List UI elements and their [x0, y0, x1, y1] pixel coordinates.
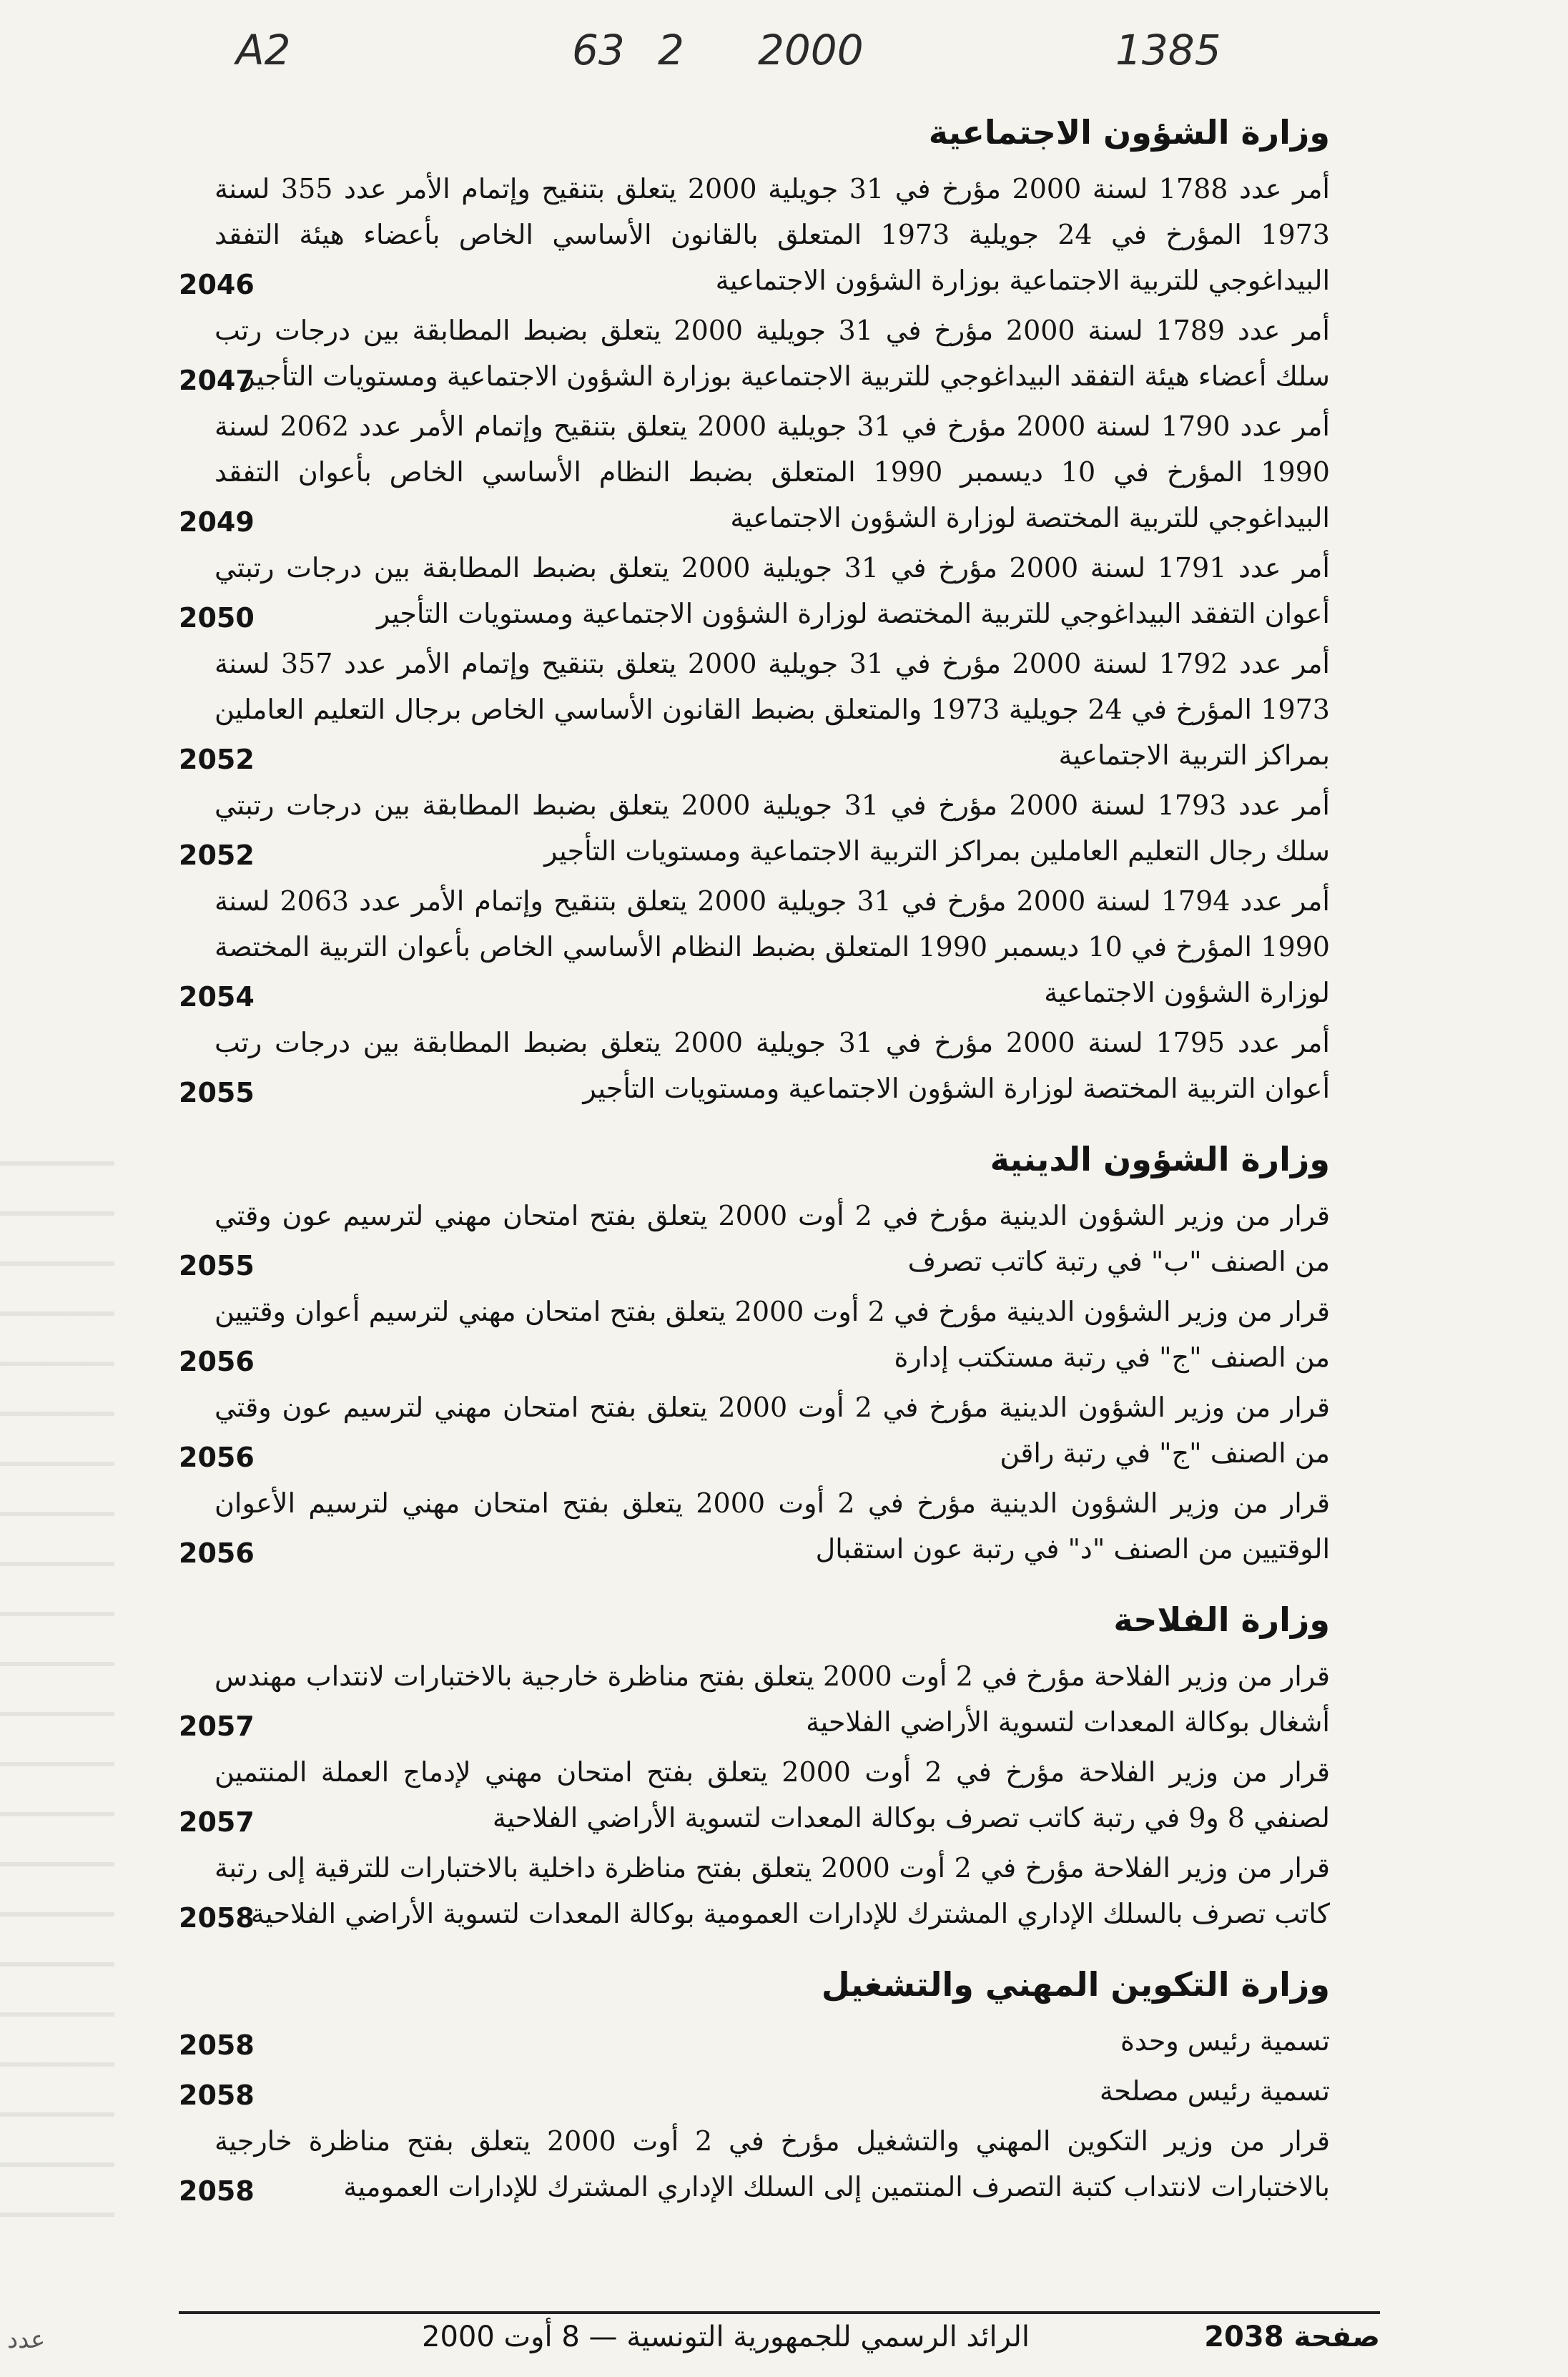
toc-entry-page: 2057: [179, 1711, 255, 1742]
footer-rule: [179, 2311, 1380, 2314]
toc-entry: [179, 878, 1330, 1015]
toc-entry-text: قرار من وزير التكوين المهني والتشغيل مؤرخ في 2 أوت 2000 يتعلق بفتح مناظرة خارجية بالاختبارات لانتداب كتبة التصرف المنتمين إلى السلك الإداري المشترك للإدارات العمومية: [215, 2125, 1330, 2203]
toc-entry: [179, 1749, 1330, 1841]
page-footer: [179, 2321, 1380, 2363]
toc-entry-text: أمر عدد 1791 لسنة 2000 مؤرخ في 31 جويلية 2000 يتعلق بضبط المطابقة بين درجات رتبتي أعوان التفقد البيداغوجي للتربية المختصة لوزارة الشؤون الاجتماعية ومستويات التأجير: [215, 552, 1330, 629]
toc-entry-page: 2054: [179, 981, 255, 1013]
handwritten-annotations: [0, 26, 1568, 90]
toc-entry: [179, 2068, 1330, 2114]
handwriting-63: 63: [572, 26, 625, 74]
toc-entry-page: 2047: [179, 365, 255, 396]
toc-entry-page: 2052: [179, 840, 255, 871]
toc-entry-text: قرار من وزير الشؤون الدينية مؤرخ في 2 أوت 2000 يتعلق بفتح امتحان مهني لترسيم أعوان وقتيين من الصنف "ج" في رتبة مستكتب إدارة: [215, 1296, 1330, 1373]
toc-entry-text: أمر عدد 1789 لسنة 2000 مؤرخ في 31 جويلية 2000 يتعلق بضبط المطابقة بين درجات رتب سلك أعضاء هيئة التفقد البيداغوجي للتربية الاجتماعية بوزارة الشؤون الاجتماعية ومستويات التأجير: [215, 315, 1330, 392]
toc-entry-text: تسمية رئيس وحدة: [1120, 2025, 1330, 2057]
edge-fragment: عدد: [7, 2326, 46, 2354]
handwriting-a2: A2: [236, 26, 291, 74]
toc-entry-page: 2057: [179, 1806, 255, 1838]
toc-entry: [179, 782, 1330, 874]
toc-entry-page: 2058: [179, 2029, 255, 2061]
toc-entry-text: أمر عدد 1793 لسنة 2000 مؤرخ في 31 جويلية 2000 يتعلق بضبط المطابقة بين درجات رتبتي سلك رجال التعليم العاملين بمراكز التربية الاجتماعية ومستويات التأجير: [215, 789, 1330, 867]
toc-entry-page: 2058: [179, 2175, 255, 2207]
toc-entry-text: قرار من وزير الشؤون الدينية مؤرخ في 2 أوت 2000 يتعلق بفتح امتحان مهني لترسيم الأعوان الوقتيين من الصنف "د" في رتبة عون استقبال: [215, 1487, 1330, 1565]
footer-page-number: صفحة 2038: [1204, 2321, 1380, 2353]
toc-entry-text: قرار من وزير الفلاحة مؤرخ في 2 أوت 2000 يتعلق بفتح مناظرة داخلية بالاختبارات للترقية إلى رتبة كاتب تصرف بالسلك الإداري المشترك للإدارات العمومية بوكالة المعدات لتسوية الأراضي الفلاحية: [215, 1852, 1331, 1929]
toc-entry-page: 2049: [179, 506, 255, 538]
toc-entry-text: أمر عدد 1788 لسنة 2000 مؤرخ في 31 جويلية 2000 يتعلق بتنقيح وإتمام الأمر عدد 355 لسنة 1973 المؤرخ في 24 جويلية 1973 المتعلق بالقانون الأساسي الخاص بأعضاء هيئة التفقد البيداغوجي للتربية الاجتماعية بوزارة الشؤون الاجتماعية: [215, 173, 1330, 296]
toc-entry-page: 2055: [179, 1250, 255, 1281]
toc-entry-text: أمر عدد 1795 لسنة 2000 مؤرخ في 31 جويلية 2000 يتعلق بضبط المطابقة بين درجات رتب أعوان التربية المختصة لوزارة الشؤون الاجتماعية ومستويات التأجير: [215, 1027, 1330, 1104]
toc-entry: [179, 1193, 1330, 1284]
toc-entry: [179, 2018, 1330, 2064]
toc-entry-page: 2058: [179, 1902, 255, 1934]
section-title: وزارة الشؤون الدينية: [990, 1140, 1330, 1178]
toc-entry-page: 2056: [179, 1442, 255, 1473]
footer-journal-title: الرائد الرسمي للجمهورية التونسية — 8 أوت 2000: [422, 2321, 1030, 2353]
toc-entry-text: أمر عدد 1794 لسنة 2000 مؤرخ في 31 جويلية 2000 يتعلق بتنقيح وإتمام الأمر عدد 2063 لسنة 1990 المؤرخ في 10 ديسمبر 1990 المتعلق بضبط النظام الأساسي الخاص بأعوان التربية المختصة لوزارة الشؤون الاجتماعية: [215, 885, 1330, 1008]
toc-entry: [179, 307, 1330, 399]
toc-entry-text: تسمية رئيس مصلحة: [1099, 2075, 1330, 2107]
toc-entry: [179, 1480, 1330, 1572]
handwriting-1385: 1385: [1115, 26, 1221, 74]
toc-entry-text: أمر عدد 1790 لسنة 2000 مؤرخ في 31 جويلية 2000 يتعلق بتنقيح وإتمام الأمر عدد 2062 لسنة 1990 المؤرخ في 10 ديسمبر 1990 المتعلق بضبط النظام الأساسي الخاص بأعوان التفقد البيداغوجي للتربية المختصة لوزارة الشؤون الاجتماعية: [215, 410, 1330, 533]
toc-entry-text: قرار من وزير الفلاحة مؤرخ في 2 أوت 2000 يتعلق بفتح مناظرة خارجية بالاختبارات لانتداب مهندس أشغال بوكالة المعدات لتسوية الأراضي الفلاحية: [215, 1660, 1330, 1738]
toc-entry-page: 2056: [179, 1537, 255, 1569]
toc-entry: [179, 545, 1330, 636]
table-of-contents: [179, 107, 1331, 2233]
toc-entry-text: أمر عدد 1792 لسنة 2000 مؤرخ في 31 جويلية 2000 يتعلق بتنقيح وإتمام الأمر عدد 357 لسنة 1973 المؤرخ في 24 جويلية 1973 والمتعلق بضبط القانون الأساسي الخاص برجال التعليم العاملين بمراكز التربية الاجتماعية: [215, 648, 1330, 771]
toc-entry: [179, 1384, 1330, 1476]
toc-entry-page: 2052: [179, 744, 255, 775]
section-title: وزارة الفلاحة: [1113, 1600, 1330, 1639]
toc-entry-page: 2055: [179, 1077, 255, 1108]
toc-entry: [179, 1653, 1330, 1745]
toc-entry-page: 2050: [179, 602, 255, 634]
handwriting-2: 2: [658, 26, 684, 74]
toc-entry: [179, 166, 1330, 303]
handwriting-2000: 2000: [758, 26, 864, 74]
toc-entry-text: قرار من وزير الشؤون الدينية مؤرخ في 2 أوت 2000 يتعلق بفتح امتحان مهني لترسيم عون وقتي من الصنف "ب" في رتبة كاتب تصرف: [215, 1200, 1330, 1277]
toc-entry: [179, 1020, 1330, 1111]
toc-entry: [179, 2118, 1330, 2210]
toc-entry-page: 2056: [179, 1346, 255, 1377]
toc-entry: [179, 641, 1330, 778]
section-title: وزارة التكوين المهني والتشغيل: [821, 1965, 1330, 2004]
toc-entry-page: 2046: [179, 269, 255, 300]
toc-entry: [179, 1845, 1331, 1936]
toc-entry-text: قرار من وزير الفلاحة مؤرخ في 2 أوت 2000 يتعلق بفتح امتحان مهني لإدماج العملة المنتمين لصنفي 8 و9 في رتبة كاتب تصرف بوكالة المعدات لتسوية الأراضي الفلاحية: [215, 1756, 1330, 1834]
toc-entry-page: 2058: [179, 2080, 255, 2111]
toc-entry: [179, 1289, 1330, 1380]
toc-entry: [179, 403, 1330, 541]
bleed-through-left: [0, 1144, 114, 2217]
toc-entry-text: قرار من وزير الشؤون الدينية مؤرخ في 2 أوت 2000 يتعلق بفتح امتحان مهني لترسيم عون وقتي من الصنف "ج" في رتبة راقن: [215, 1392, 1330, 1469]
section-title: وزارة الشؤون الاجتماعية: [928, 113, 1330, 152]
